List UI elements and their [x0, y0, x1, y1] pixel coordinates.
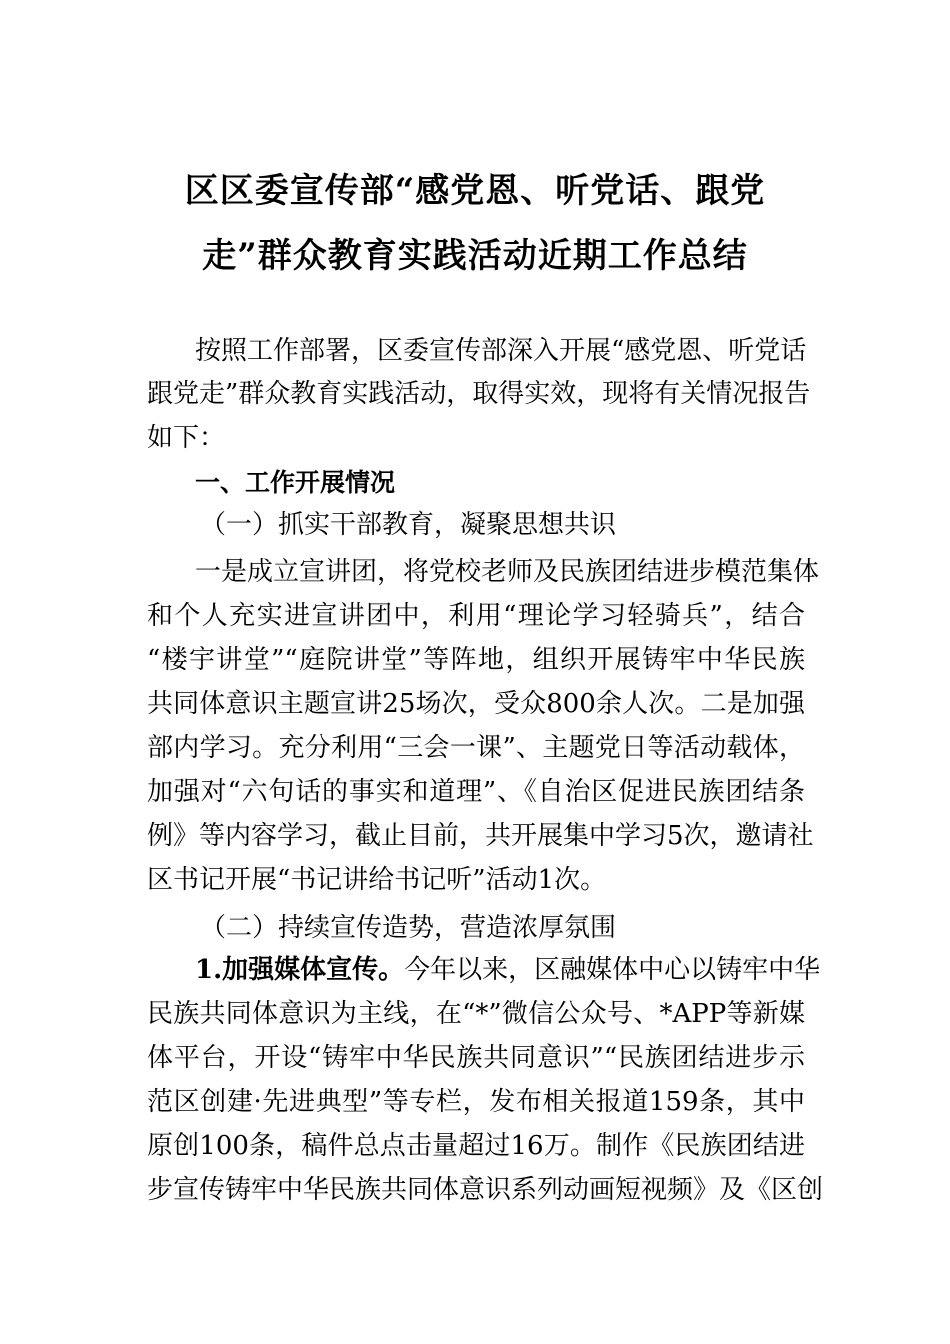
item-text: 今年以来，区融媒体中心以铸牢中华 [404, 955, 821, 985]
document-title-line-1: 区区委宣传部“感党恩、听党话、跟党 [184, 171, 766, 211]
intro-line: 跟党走”群众教育实践活动，取得实效，现将有关情况报告 [147, 379, 811, 409]
body-line: 加强对“六句话的事实和道理”、《自治区促进民族团结条 [147, 777, 805, 807]
body-line: 民族共同体意识为主线，在“*”微信公众号、*APP等新媒 [147, 999, 805, 1029]
intro-line: 如下： [147, 423, 226, 453]
body-line: 共同体意识主题宣讲25场次，受众800余人次。二是加强 [147, 689, 805, 719]
body-line: 原创100条，稿件总点击量超过16万。制作《民族团结进 [147, 1131, 805, 1161]
intro-line: 按照工作部署，区委宣传部深入开展“感党恩、听党话 [195, 336, 807, 366]
document-title-line-2: 走”群众教育实践活动近期工作总结 [202, 236, 748, 276]
body-line: 范区创建·先进典型”等专栏，发布相关报道159条，其中 [147, 1087, 805, 1117]
body-line: 区书记开展“书记讲给书记听”活动1次。 [147, 865, 607, 895]
body-line: 体平台，开设“铸牢中华民族共同意识”“民族团结进步示 [147, 1043, 805, 1073]
body-line: 部内学习。充分利用“三会一课”、主题党日等活动载体， [147, 733, 805, 763]
body-line: 例》等内容学习，截止目前，共开展集中学习5次，邀请社 [147, 821, 814, 851]
body-line: “楼宇讲堂”“庭院讲堂”等阵地，组织开展铸牢中华民族 [147, 645, 805, 675]
body-line: 步宣传铸牢中华民族共同体意识系列动画短视频》及《区创 [147, 1175, 824, 1205]
body-line [195, 953, 821, 987]
item-label: 1.加强媒体宣传。 [195, 955, 405, 985]
subsection-heading: （二）持续宣传造势，营造浓厚氛围 [200, 913, 617, 943]
body-line: 一是成立宣讲团，将党校老师及民族团结进步模范集体 [195, 557, 820, 587]
section-heading: 一、工作开展情况 [195, 468, 396, 497]
body-line: 和个人充实进宣讲团中，利用“理论学习轻骑兵”，结合 [147, 601, 805, 631]
subsection-heading: （一）抓实干部教育，凝聚思想共识 [200, 510, 617, 540]
